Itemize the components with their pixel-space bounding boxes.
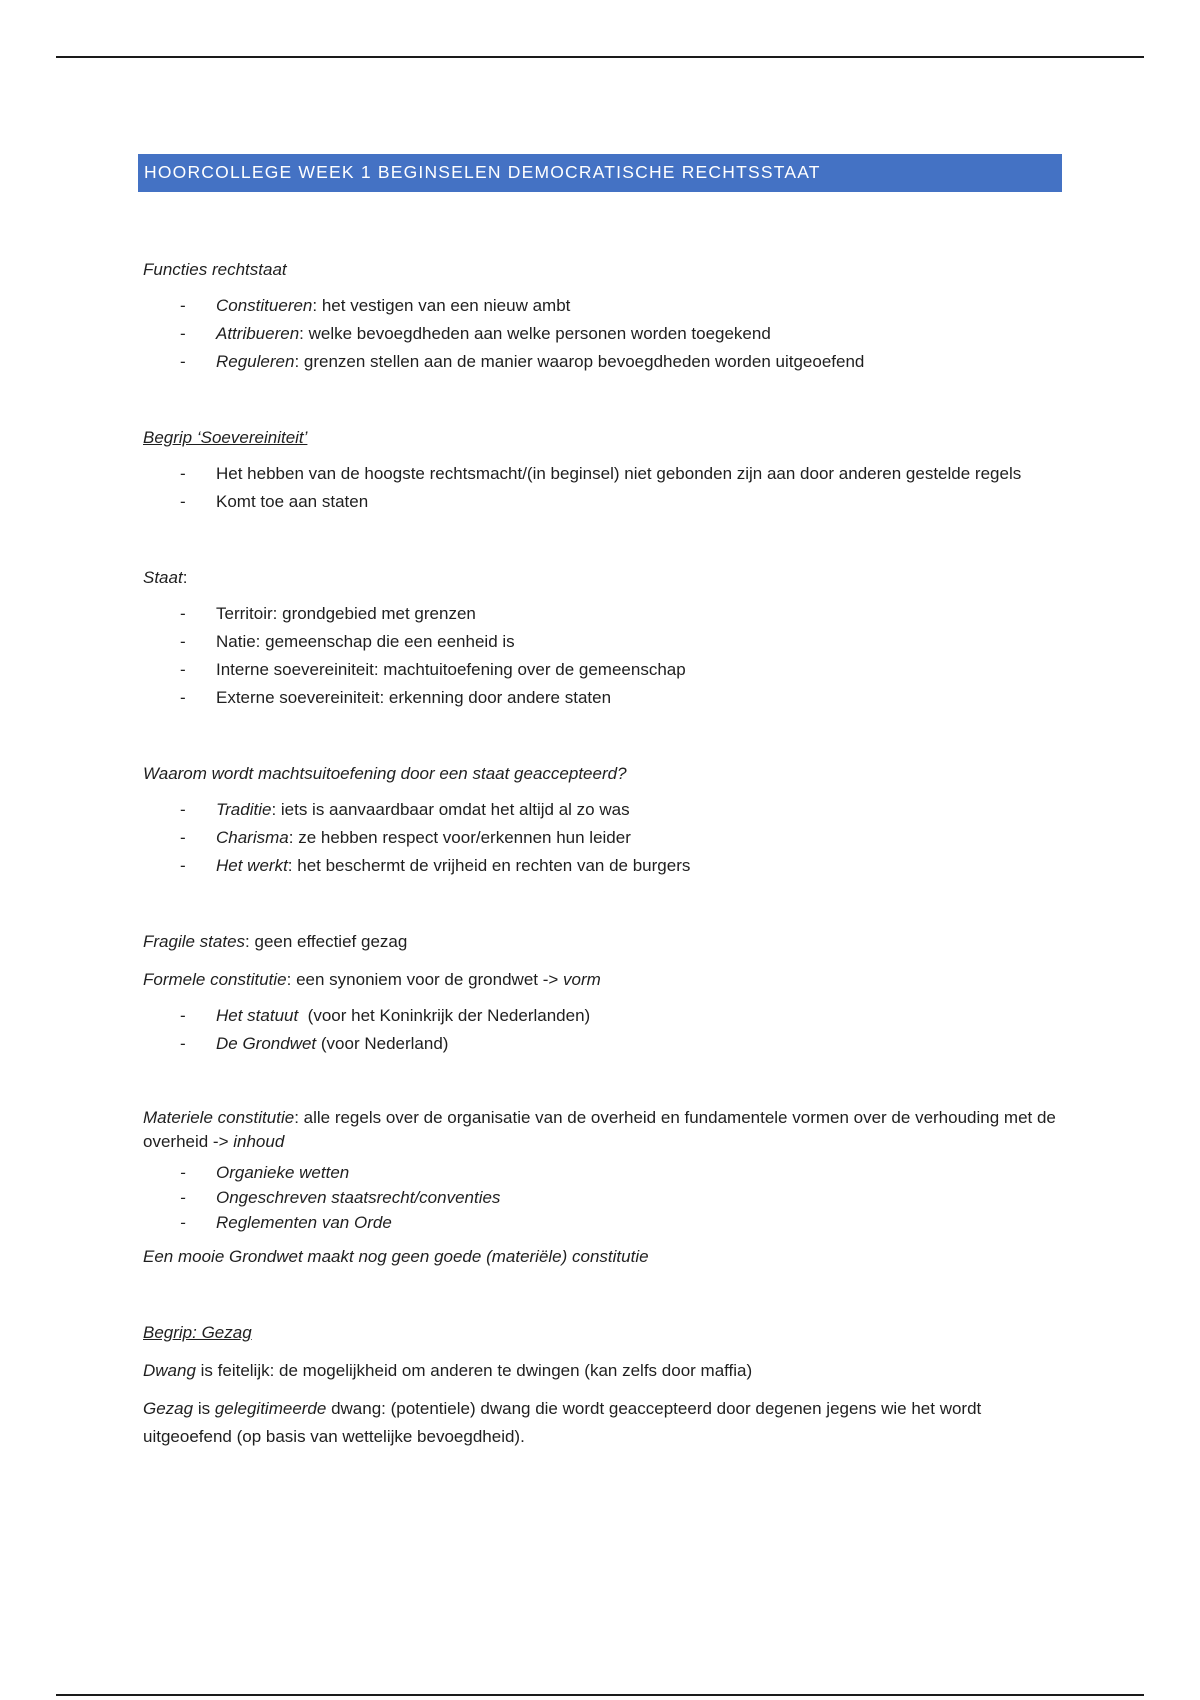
suffix: inhoud (233, 1132, 285, 1151)
section-title-machtsuitoefening: Waarom wordt machtsuitoefening door een staat geaccepteerd? (143, 764, 627, 783)
functies-list (143, 292, 1063, 376)
definition: : alle regels over de organisatie van de overheid en fundamentele vormen over de verhouding met de overheid -> (143, 1108, 1056, 1151)
staat-list (143, 600, 1063, 712)
page-title: HOORCOLLEGE WEEK 1 BEGINSELEN DEMOCRATISCHE RECHTSSTAAT (144, 162, 821, 182)
header-rule (56, 56, 1144, 58)
definition: (voor Nederland) (316, 1034, 449, 1053)
list-item (143, 292, 1063, 320)
list-item: - Reglementen van Orde (143, 1210, 1063, 1235)
suffix: vorm (563, 970, 601, 989)
term: Het werkt (216, 856, 288, 875)
definition: : iets is aanvaardbaar omdat het altijd al zo was (271, 800, 630, 819)
definition: dwang: (potentiele) dwang die wordt geaccepteerd door degenen jegens wie het wordt uitgeoefend (op basis van wettelijke bevoegdheid). (143, 1399, 982, 1446)
definition: : welke bevoegdheden aan welke personen worden toegekend (299, 324, 771, 343)
closing-statement: Een mooie Grondwet maakt nog geen goede (materiële) constitutie (143, 1247, 649, 1266)
materiele-list (143, 1160, 1063, 1235)
list-item (143, 320, 1063, 348)
term: Charisma (216, 828, 289, 847)
document-body (143, 256, 1063, 1451)
dwang-line (143, 1357, 1063, 1385)
section-title-soevereiniteit: Begrip ‘Soevereiniteit’ (143, 428, 308, 447)
formele-list (143, 1002, 1063, 1058)
list-item: - Territoir: grondgebied met grenzen (143, 600, 1063, 628)
term: Dwang (143, 1361, 196, 1380)
definition: : het beschermt de vrijheid en rechten van de burgers (287, 856, 691, 875)
term: Reguleren (216, 352, 295, 371)
section-title-gezag: Begrip: Gezag (143, 1323, 252, 1342)
list-item (143, 1030, 1063, 1058)
term: Het statuut (216, 1006, 299, 1025)
page-title-banner (138, 154, 1062, 192)
footer-rule (56, 1694, 1144, 1696)
staat-title-colon: : (182, 568, 188, 587)
definition: : grenzen stellen aan de manier waarop bevoegdheden worden uitgeoefend (294, 352, 865, 371)
definition: is feitelijk: de mogelijkheid om anderen te dwingen (kan zelfs door maffia) (195, 1361, 753, 1380)
section-gezag (143, 1319, 1063, 1451)
section-staat (143, 564, 1063, 712)
list-item: - Komt toe aan staten (143, 488, 1063, 516)
section-title-functies: Functies rechtstaat (143, 260, 287, 279)
list-item (143, 796, 1063, 824)
definition: : een synoniem voor de grondwet -> (286, 970, 564, 989)
list-item: - Natie: gemeenschap die een eenheid is (143, 628, 1063, 656)
section-title-staat (143, 564, 1063, 592)
machtsuitoefening-list (143, 796, 1063, 880)
definition: (voor het Koninkrijk der Nederlanden) (298, 1006, 591, 1025)
term: Traditie (216, 800, 272, 819)
staat-title-text: Staat (143, 568, 183, 587)
list-item (143, 348, 1063, 376)
term: Formele constitutie (143, 970, 287, 989)
connector: is (193, 1399, 215, 1418)
section-functies (143, 256, 1063, 376)
emphasis: gelegitimeerde (214, 1399, 327, 1418)
list-item: - Organieke wetten (143, 1160, 1063, 1185)
definition: : ze hebben respect voor/erkennen hun leider (288, 828, 631, 847)
gezag-line (143, 1395, 1063, 1451)
soevereiniteit-list (143, 460, 1063, 516)
formele-constitutie-line (143, 966, 1063, 994)
term: Materiele constitutie (143, 1108, 295, 1127)
list-item (143, 824, 1063, 852)
fragile-states-line (143, 928, 1063, 956)
list-item: - Ongeschreven staatsrecht/conventies (143, 1185, 1063, 1210)
term: Constitueren (216, 296, 313, 315)
definition: : het vestigen van een nieuw ambt (312, 296, 571, 315)
list-item (143, 1002, 1063, 1030)
term: Gezag (143, 1399, 194, 1418)
materiele-constitutie-line (143, 1106, 1063, 1154)
list-item: - Interne soevereiniteit: machtuitoefening over de gemeenschap (143, 656, 1063, 684)
term: Fragile states (143, 932, 246, 951)
section-constitutie (143, 928, 1063, 1271)
list-item: - Externe soevereiniteit: erkenning door andere staten (143, 684, 1063, 712)
list-item (143, 852, 1063, 880)
list-item: - Het hebben van de hoogste rechtsmacht/(in beginsel) niet gebonden zijn aan door anderen gestelde regels (143, 460, 1063, 488)
section-soevereiniteit (143, 424, 1063, 516)
term: De Grondwet (216, 1034, 317, 1053)
section-machtsuitoefening (143, 760, 1063, 880)
term: Attribueren (216, 324, 300, 343)
definition: : geen effectief gezag (245, 932, 408, 951)
